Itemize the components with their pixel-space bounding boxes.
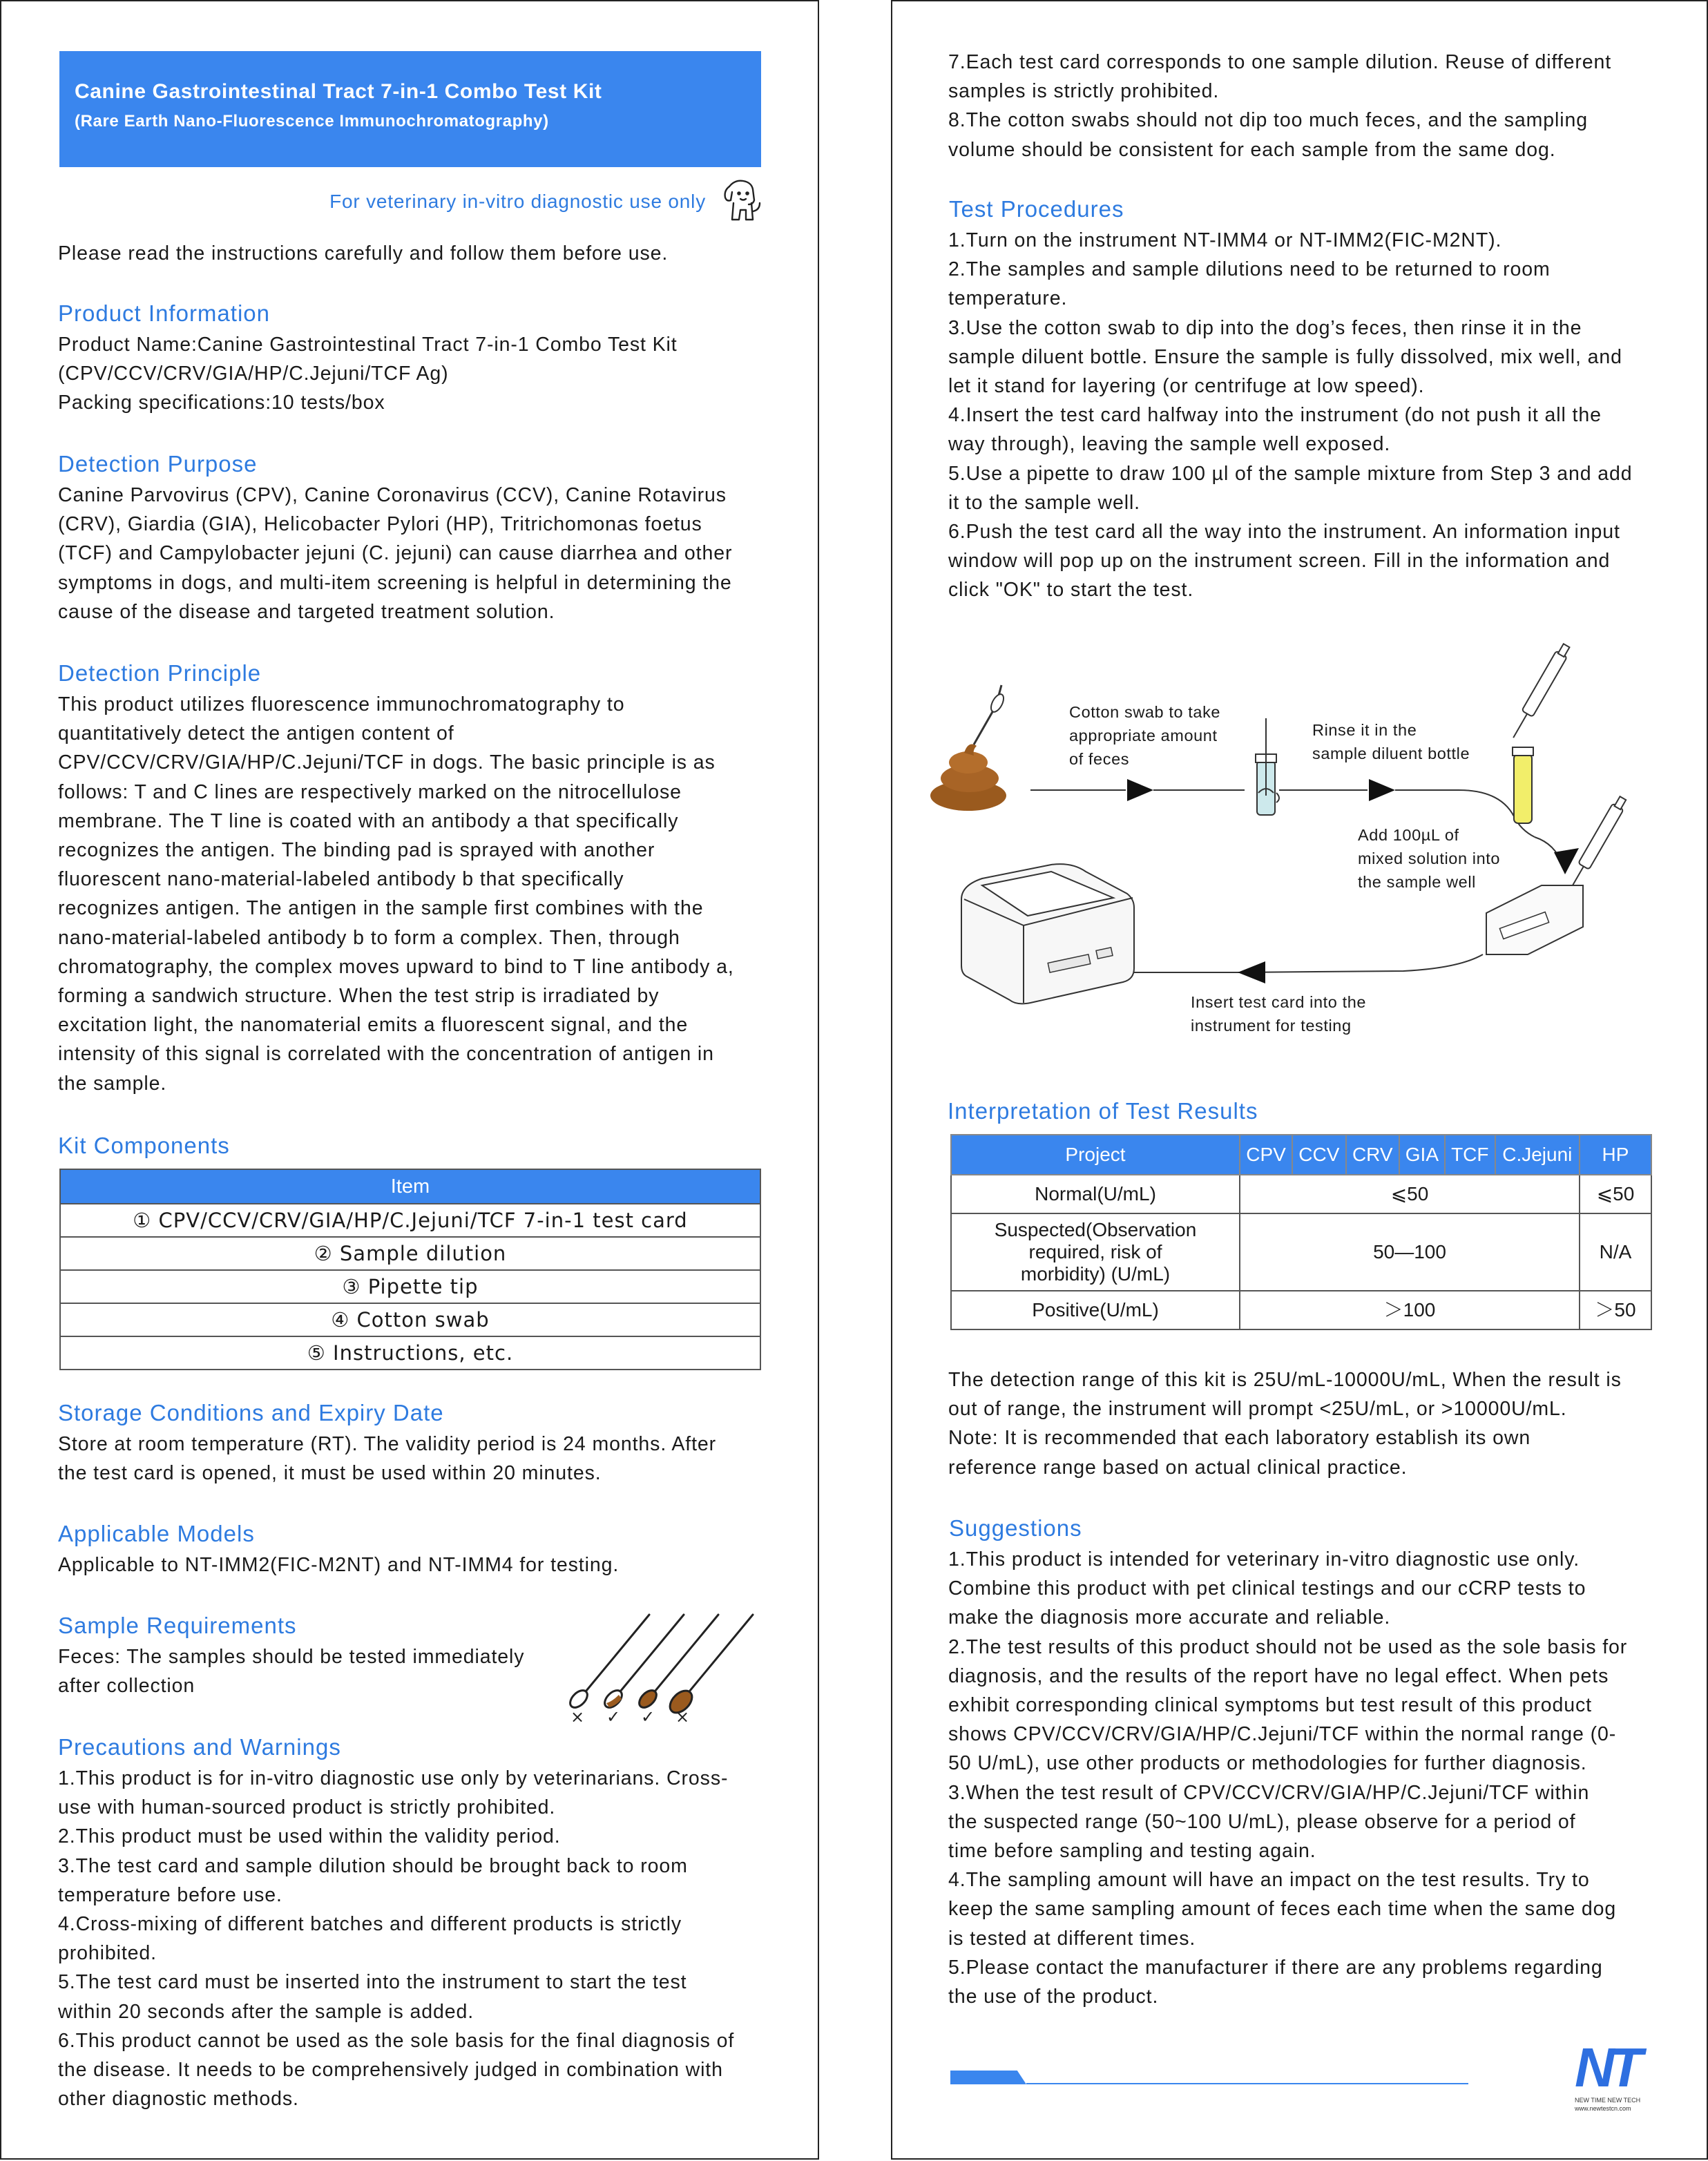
procedure-diagram-art — [892, 637, 1707, 1051]
sample-requirements-text: Feces: The samples should be tested immediately after collection — [58, 1646, 525, 1698]
table-row — [60, 1270, 760, 1303]
diagram-step3-label: Add 100µL of mixed solution into the sample well — [1358, 826, 1501, 891]
row-hp: ⩽50 — [1580, 1175, 1651, 1213]
row-range: 50—100 — [1240, 1213, 1580, 1291]
results-header-cell: CCV — [1292, 1135, 1346, 1175]
detection-purpose-heading: Detection Purpose — [58, 451, 258, 477]
title-banner — [59, 51, 761, 167]
dog-icon — [720, 177, 764, 225]
brand-website: www.newtestcn.com — [1575, 2105, 1631, 2112]
table-row — [951, 1291, 1651, 1329]
row-hp: ＞50 — [1580, 1291, 1651, 1329]
kit-table-header: Item — [60, 1169, 760, 1204]
results-table — [950, 1134, 1652, 1330]
applicable-models-heading: Applicable Models — [58, 1521, 255, 1546]
detection-principle-heading: Detection Principle — [58, 660, 262, 686]
interpretation-heading: Interpretation of Test Results — [948, 1098, 1258, 1124]
storage-heading: Storage Conditions and Expiry Date — [58, 1400, 444, 1425]
instrument-icon — [961, 864, 1134, 1003]
brand-logo — [1571, 2037, 1653, 2123]
kit-item: ⑤ Instructions, etc. — [60, 1336, 760, 1370]
document-title: Canine Gastrointestinal Tract 7-in-1 Combo Test Kit — [75, 80, 602, 103]
vet-only-note: For veterinary in-vitro diagnostic use only — [329, 191, 706, 212]
results-header-cell: C.Jejuni — [1495, 1135, 1580, 1175]
swab-mark: × — [570, 1707, 585, 1725]
detection-range-text: The detection range of this kit is 25U/mL-10000U/mL, When the result is out of range, the instrument will prompt <25U/mL, or >10000U/mL. Note: It is recommended that each laboratory establish its own reference range based on actual clinical practice. — [948, 1369, 1622, 1479]
intro-text: Please read the instructions carefully and follow them before use. — [58, 242, 669, 265]
results-header-cell: CRV — [1346, 1135, 1399, 1175]
procedure-diagram — [892, 637, 1707, 1051]
diagram-step2-label: Rinse it in the sample diluent bottle — [1312, 721, 1470, 762]
feces-icon — [930, 745, 1006, 811]
row-label: Normal(U/mL) — [951, 1175, 1240, 1213]
kit-components-heading: Kit Components — [58, 1133, 230, 1158]
table-row — [951, 1213, 1651, 1291]
diagram-step1-label: Cotton swab to take appropriate amount of feces — [1069, 703, 1221, 768]
precautions-heading: Precautions and Warnings — [58, 1734, 341, 1760]
table-row — [60, 1303, 760, 1336]
left-panel — [0, 0, 819, 2160]
applicable-models-text: Applicable to NT-IMM2(FIC-M2NT) and NT-IMM4 for testing. — [58, 1554, 620, 1576]
right-panel — [891, 0, 1708, 2160]
storage-text: Store at room temperature (RT). The validity period is 24 months. After the test card is opened, it must be used within 20 minutes. — [58, 1433, 717, 1485]
row-label: Positive(U/mL) — [951, 1291, 1240, 1329]
table-row — [951, 1175, 1651, 1213]
swab-illustration — [561, 1611, 768, 1725]
detection-purpose-text: Canine Parvovirus (CPV), Canine Coronavirus (CCV), Canine Rotavirus (CRV), Giardia (GIA), Helicobacter Pylori (HP), Tritrichomonas foetus (TCF) and Campylobacter jejuni (C. jejuni) can cause diarrhea and other symptoms in dogs, and multi-item screening is helpful in determining the cause of the disease and targeted treatment solution. — [58, 484, 733, 623]
kit-components-table — [59, 1169, 761, 1370]
swab-mark: ✓ — [641, 1707, 655, 1725]
row-hp: N/A — [1580, 1213, 1651, 1291]
table-row — [60, 1204, 760, 1237]
swab-mark: × — [675, 1707, 690, 1725]
table-row — [60, 1237, 760, 1270]
test-procedures-heading: Test Procedures — [949, 196, 1124, 222]
suggestions-heading: Suggestions — [949, 1515, 1082, 1541]
detection-principle-text: This product utilizes fluorescence immunochromatography to quantitatively detect the antigen content of CPV/CCV/CRV/GIA/HP/C.Jejuni/TCF in dogs. The basic principle is as follows: T and C lines are respectively marked on the nitrocellulose membrane. The T line is coated with an antibody a that specifically recognizes the antigen. The binding pad is sprayed with another fluorescent nano-material-labeled antibody b that specifically recognizes antigen. The antigen in the sample first combines with the nano-material-labeled antibody b to form a complex. Then, through chromatography, the complex moves upward to bind to T line antibody a, forming a sandwich structure. When the test strip is irradiated by excitation light, the nanomaterial emits a fluorescent signal, and the intensity of this signal is correlated with the concentration of antigen in the sample. — [58, 693, 734, 1095]
swab-mark: ✓ — [606, 1707, 621, 1725]
results-header-cell: HP — [1580, 1135, 1651, 1175]
precautions-continued-text: 7.Each test card corresponds to one sample dilution. Reuse of different samples is strictly prohibited. 8.The cotton swabs should not dip too much feces, and the sampling volume should be consistent for each sample from the same dog. — [948, 51, 1612, 161]
document-subtitle: (Rare Earth Nano-Fluorescence Immunochromatography) — [75, 112, 549, 131]
results-header-cell: Project — [951, 1135, 1240, 1175]
brand-tagline: NEW TIME NEW TECH — [1575, 2097, 1641, 2104]
results-header-cell: GIA — [1399, 1135, 1445, 1175]
results-header-cell: CPV — [1240, 1135, 1292, 1175]
kit-item: ③ Pipette tip — [60, 1270, 760, 1303]
diagram-step4-label: Insert test card into the instrument for testing — [1191, 993, 1367, 1035]
product-information-heading: Product Information — [58, 300, 270, 326]
row-range: ⩽50 — [1240, 1175, 1580, 1213]
sample-requirements-heading: Sample Requirements — [58, 1613, 297, 1638]
kit-item: ① CPV/CCV/CRV/GIA/HP/C.Jejuni/TCF 7-in-1 test card — [60, 1204, 760, 1237]
row-range: ＞100 — [1240, 1291, 1580, 1329]
footer-accent-bar — [950, 2071, 1026, 2084]
results-header-cell: TCF — [1445, 1135, 1495, 1175]
precautions-text: 1.This product is for in-vitro diagnostic use only by veterinarians. Cross- use with human-sourced product is strictly prohibited. 2.This product must be used within the validity period. 3.The test card and sample dilution should be brought back to room temperature before use. 4.Cross-mixing of different batches and different products is strictly prohibited. 5.The test card must be inserted into the instrument to start the test within 20 seconds after the sample is added. 6.This product cannot be used as the sole basis for the final diagnosis of the disease. It needs to be comprehensively judged in combination with other diagnostic methods. — [58, 1767, 735, 2111]
footer-rule — [1026, 2083, 1468, 2084]
test-procedures-text: 1.Turn on the instrument NT-IMM4 or NT-IMM2(FIC-M2NT). 2.The samples and sample dilutions need to be returned to room temperature. 3.Use the cotton swab to dip into the dog’s feces, then rinse it in the sample diluent bottle. Ensure the sample is fully dissolved, mix well, and let it stand for layering (or centrifuge at low speed). 4.Insert the test card halfway into the instrument (do not push it all the way through), leaving the sample well exposed. 5.Use a pipette to draw 100 µl of the sample mixture from Step 3 and add it to the sample well. 6.Push the test card all the way into the instrument. An information input window will pop up on the instrument screen. Fill in the information and click "OK" to start the test. — [948, 229, 1633, 602]
kit-item: ② Sample dilution — [60, 1237, 760, 1270]
table-row — [60, 1336, 760, 1370]
product-information-text: Product Name:Canine Gastrointestinal Tract 7-in-1 Combo Test Kit (CPV/CCV/CRV/GIA/HP/C.Jejuni/TCF Ag) Packing specifications:10 tests/box — [58, 334, 678, 414]
suggestions-text: 1.This product is intended for veterinary in-vitro diagnostic use only. Combine this product with pet clinical testings and our cCRP tests to make the diagnosis more accurate and reliable. 2.The test results of this product should not be used as the sole basis for diagnosis, and the results of the report have no legal effect. When pets exhibit corresponding clinical symptoms but test result of this product shows CPV/CCV/CRV/GIA/HP/C.Jejuni/TCF within the normal range (0- 50 U/mL), use other products or methodologies for further diagnosis. 3.When the test result of CPV/CCV/CRV/GIA/HP/C.Jejuni/TCF within the suspected range (50~100 U/mL), please observe for a period of time before sampling and testing again. 4.The sampling amount will have an impact on the test results. Try to keep the same sampling amount of feces each time when the same dog is tested at different times. 5.Please contact the manufacturer if there are any problems regarding the use of the product. — [948, 1548, 1628, 2008]
row-label: Suspected(Observation required, risk of morbidity) (U/mL) — [951, 1213, 1240, 1291]
kit-item: ④ Cotton swab — [60, 1303, 760, 1336]
brand-logo-mark: NT — [1575, 2037, 1638, 2098]
